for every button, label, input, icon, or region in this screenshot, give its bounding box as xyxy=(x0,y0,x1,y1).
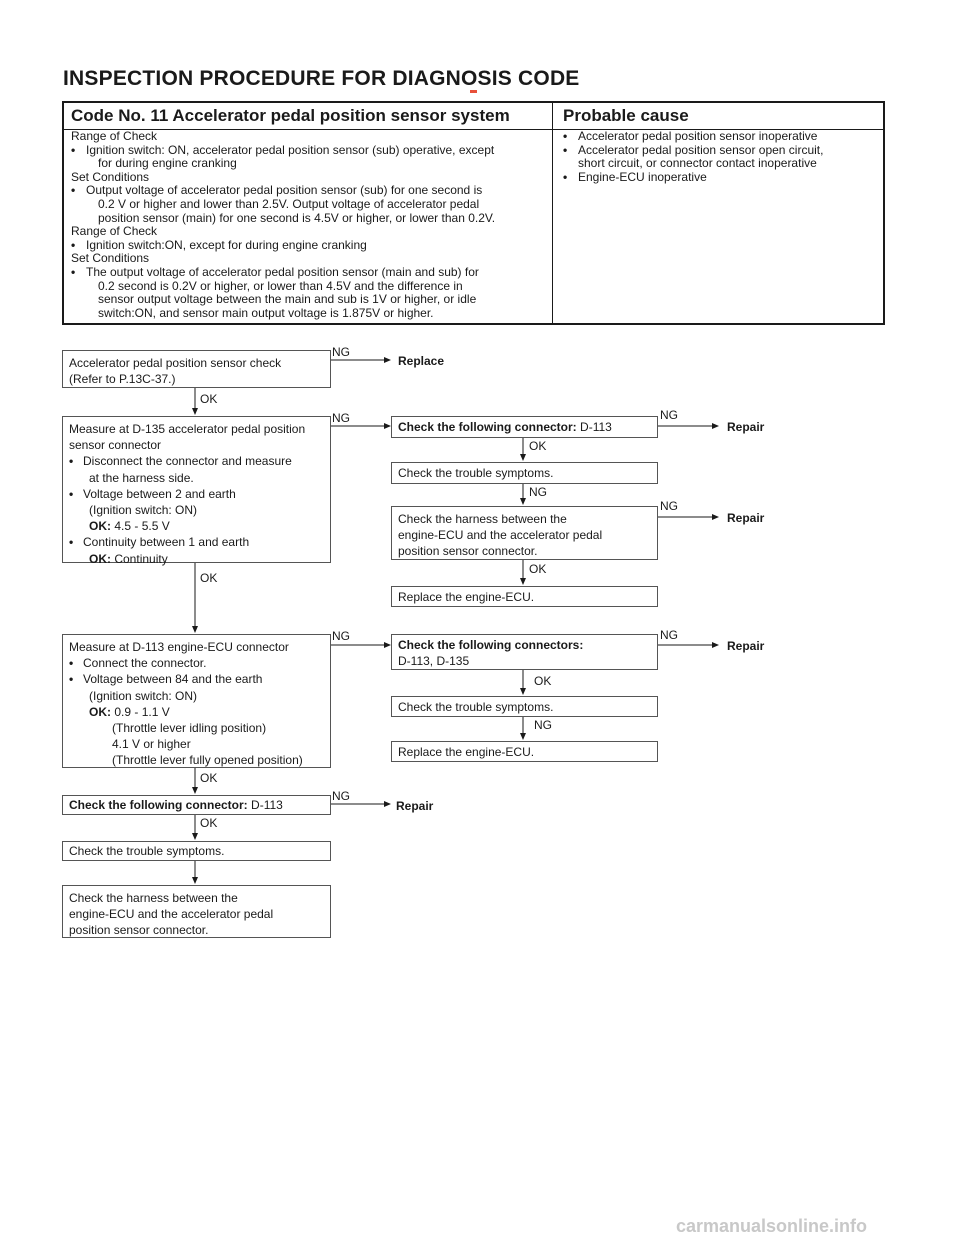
text-line xyxy=(398,419,651,435)
bullet-line: • Voltage between 84 and the earth xyxy=(69,671,324,687)
text-line: Set Conditions xyxy=(71,251,150,266)
text-line: (Throttle lever idling position) xyxy=(112,721,267,736)
text-line: 0.2 V or higher and lower than 2.5V. Output voltage of accelerator pedal xyxy=(98,196,480,211)
ok-key: OK: xyxy=(89,704,111,719)
step-check-harness xyxy=(391,506,658,560)
ok-criteria xyxy=(69,551,324,567)
step-replace-ecu xyxy=(391,741,658,762)
result-repair: Repair xyxy=(727,639,765,653)
step-check-symptoms xyxy=(391,696,658,717)
bullet-line: • Engine-ECU inoperative xyxy=(563,171,823,185)
text-line: (Ignition switch: ON) xyxy=(89,503,198,518)
text-line: (Throttle lever fully opened position) xyxy=(112,753,303,768)
bullet-line: • Continuity between 1 and earth xyxy=(69,534,324,550)
bullet-line: • Voltage between 2 and earth xyxy=(69,486,324,502)
step-sensor-check xyxy=(62,350,331,388)
bold-text: Check the following connector: xyxy=(398,420,577,434)
text-line: sensor output voltage between the main and sub is 1V or higher, or idle xyxy=(98,292,477,307)
result-repair: Repair xyxy=(396,799,434,813)
text-line: (Ignition switch: ON) xyxy=(89,688,198,703)
ok-value: 4.5 - 5.5 V xyxy=(114,519,170,534)
bullet-line: • Accelerator pedal position sensor inoperative xyxy=(563,130,823,144)
ng-label: NG xyxy=(660,408,678,422)
ng-label: NG xyxy=(660,499,678,513)
code-header: Code No. 11 Accelerator pedal position sensor system xyxy=(71,106,510,125)
ok-key: OK: xyxy=(89,551,111,566)
text-line: at the harness side. xyxy=(89,470,194,485)
bold-text: Check the following connector: xyxy=(69,798,248,812)
text-line: sensor connector xyxy=(69,438,162,453)
text-line: Set Conditions xyxy=(71,169,150,184)
step-check-connectors xyxy=(391,634,658,670)
ng-label: NG xyxy=(534,718,552,732)
bullet-line: • Output voltage of accelerator pedal position sensor (sub) for one second is xyxy=(71,184,495,198)
result-replace: Replace xyxy=(398,354,445,368)
text-line: for during engine cranking xyxy=(98,156,237,171)
ok-label: OK xyxy=(200,771,218,785)
text-line: Measure at D-135 accelerator pedal position xyxy=(69,422,306,436)
watermark: carmanualsonline.info xyxy=(676,1216,868,1236)
step-check-harness xyxy=(62,885,331,938)
text-line: engine-ECU and the accelerator pedal xyxy=(69,907,274,922)
ok-value: Continuity xyxy=(114,551,168,566)
text-line: position sensor connector. xyxy=(398,544,538,559)
ok-key: OK: xyxy=(89,519,111,534)
ng-label: NG xyxy=(332,629,350,643)
bullet-line: • Ignition switch: ON, accelerator pedal position sensor (sub) operative, except xyxy=(71,144,495,158)
text-line: Range of Check xyxy=(71,224,158,239)
ng-label: NG xyxy=(332,411,350,425)
text-line: engine-ECU and the accelerator pedal xyxy=(398,528,603,543)
text-line: Check the trouble symptoms. xyxy=(398,700,554,714)
step-check-connector-d113 xyxy=(391,416,658,438)
result-repair: Repair xyxy=(727,420,765,434)
text-line: Check the trouble symptoms. xyxy=(398,466,554,480)
ok-criteria xyxy=(69,704,324,720)
step-replace-ecu xyxy=(391,586,658,607)
result-repair: Repair xyxy=(727,511,765,525)
ok-label: OK xyxy=(200,816,218,830)
text-line: short circuit, or connector contact inoperative xyxy=(578,156,817,171)
ng-label: NG xyxy=(660,628,678,642)
text-line: 4.1 V or higher xyxy=(112,737,191,752)
ng-label: NG xyxy=(332,345,350,359)
ok-criteria xyxy=(69,518,324,534)
step-check-connector-d113 xyxy=(62,795,331,815)
ng-label: NG xyxy=(529,485,547,499)
step-check-symptoms xyxy=(391,462,658,484)
ok-label: OK xyxy=(529,562,547,576)
text-line: position sensor connector. xyxy=(69,923,209,938)
text-line: Replace the engine-ECU. xyxy=(398,590,535,604)
ok-label: OK xyxy=(200,392,218,406)
probable-cause-header: Probable cause xyxy=(563,106,689,125)
connector-id: D-113 xyxy=(580,420,612,434)
step-measure-d113 xyxy=(62,634,331,768)
step-measure-d135 xyxy=(62,416,331,566)
text-line: Check the trouble symptoms. xyxy=(69,844,225,858)
bullet-line: • Connect the connector. xyxy=(69,655,324,671)
ok-label: OK xyxy=(534,674,552,688)
text-line: 0.2 second is 0.2V or higher, or lower than 4.5V and the difference in xyxy=(98,278,463,293)
ok-value: 0.9 - 1.1 V xyxy=(114,704,170,719)
bold-text: Check the following connectors: xyxy=(398,638,584,652)
bullet-line: • Ignition switch:ON, except for during engine cranking xyxy=(71,239,495,253)
text-line: switch:ON, and sensor main output voltage is 1.875V or higher. xyxy=(98,305,434,320)
text-line: Check the harness between the xyxy=(69,891,238,905)
ok-label: OK xyxy=(200,571,218,585)
text-line: Check the harness between the xyxy=(398,512,567,526)
connector-ids: D-113, D-135 xyxy=(398,654,470,669)
page-title: INSPECTION PROCEDURE FOR DIAGNOSIS CODE xyxy=(63,67,580,90)
ng-label: NG xyxy=(332,789,350,803)
bullet-line: • The output voltage of accelerator pedal position sensor (main and sub) for xyxy=(71,266,495,280)
text-line: (Refer to P.13C-37.) xyxy=(69,372,176,387)
connector-id: D-113 xyxy=(251,798,283,812)
text-line: Range of Check xyxy=(71,129,158,143)
text-line: position sensor (main) for one second is 4.5V or higher, or lower than 0.2V. xyxy=(98,210,496,225)
ok-label: OK xyxy=(529,439,547,453)
text-line xyxy=(69,797,324,813)
bullet-line: • Accelerator pedal position sensor open circuit, xyxy=(563,144,823,158)
text-line: Replace the engine-ECU. xyxy=(398,745,535,759)
step-check-symptoms xyxy=(62,841,331,861)
bullet-line: • Disconnect the connector and measure xyxy=(69,453,324,469)
text-line: Measure at D-113 engine-ECU connector xyxy=(69,640,289,654)
text-line: Accelerator pedal position sensor check xyxy=(69,356,282,370)
